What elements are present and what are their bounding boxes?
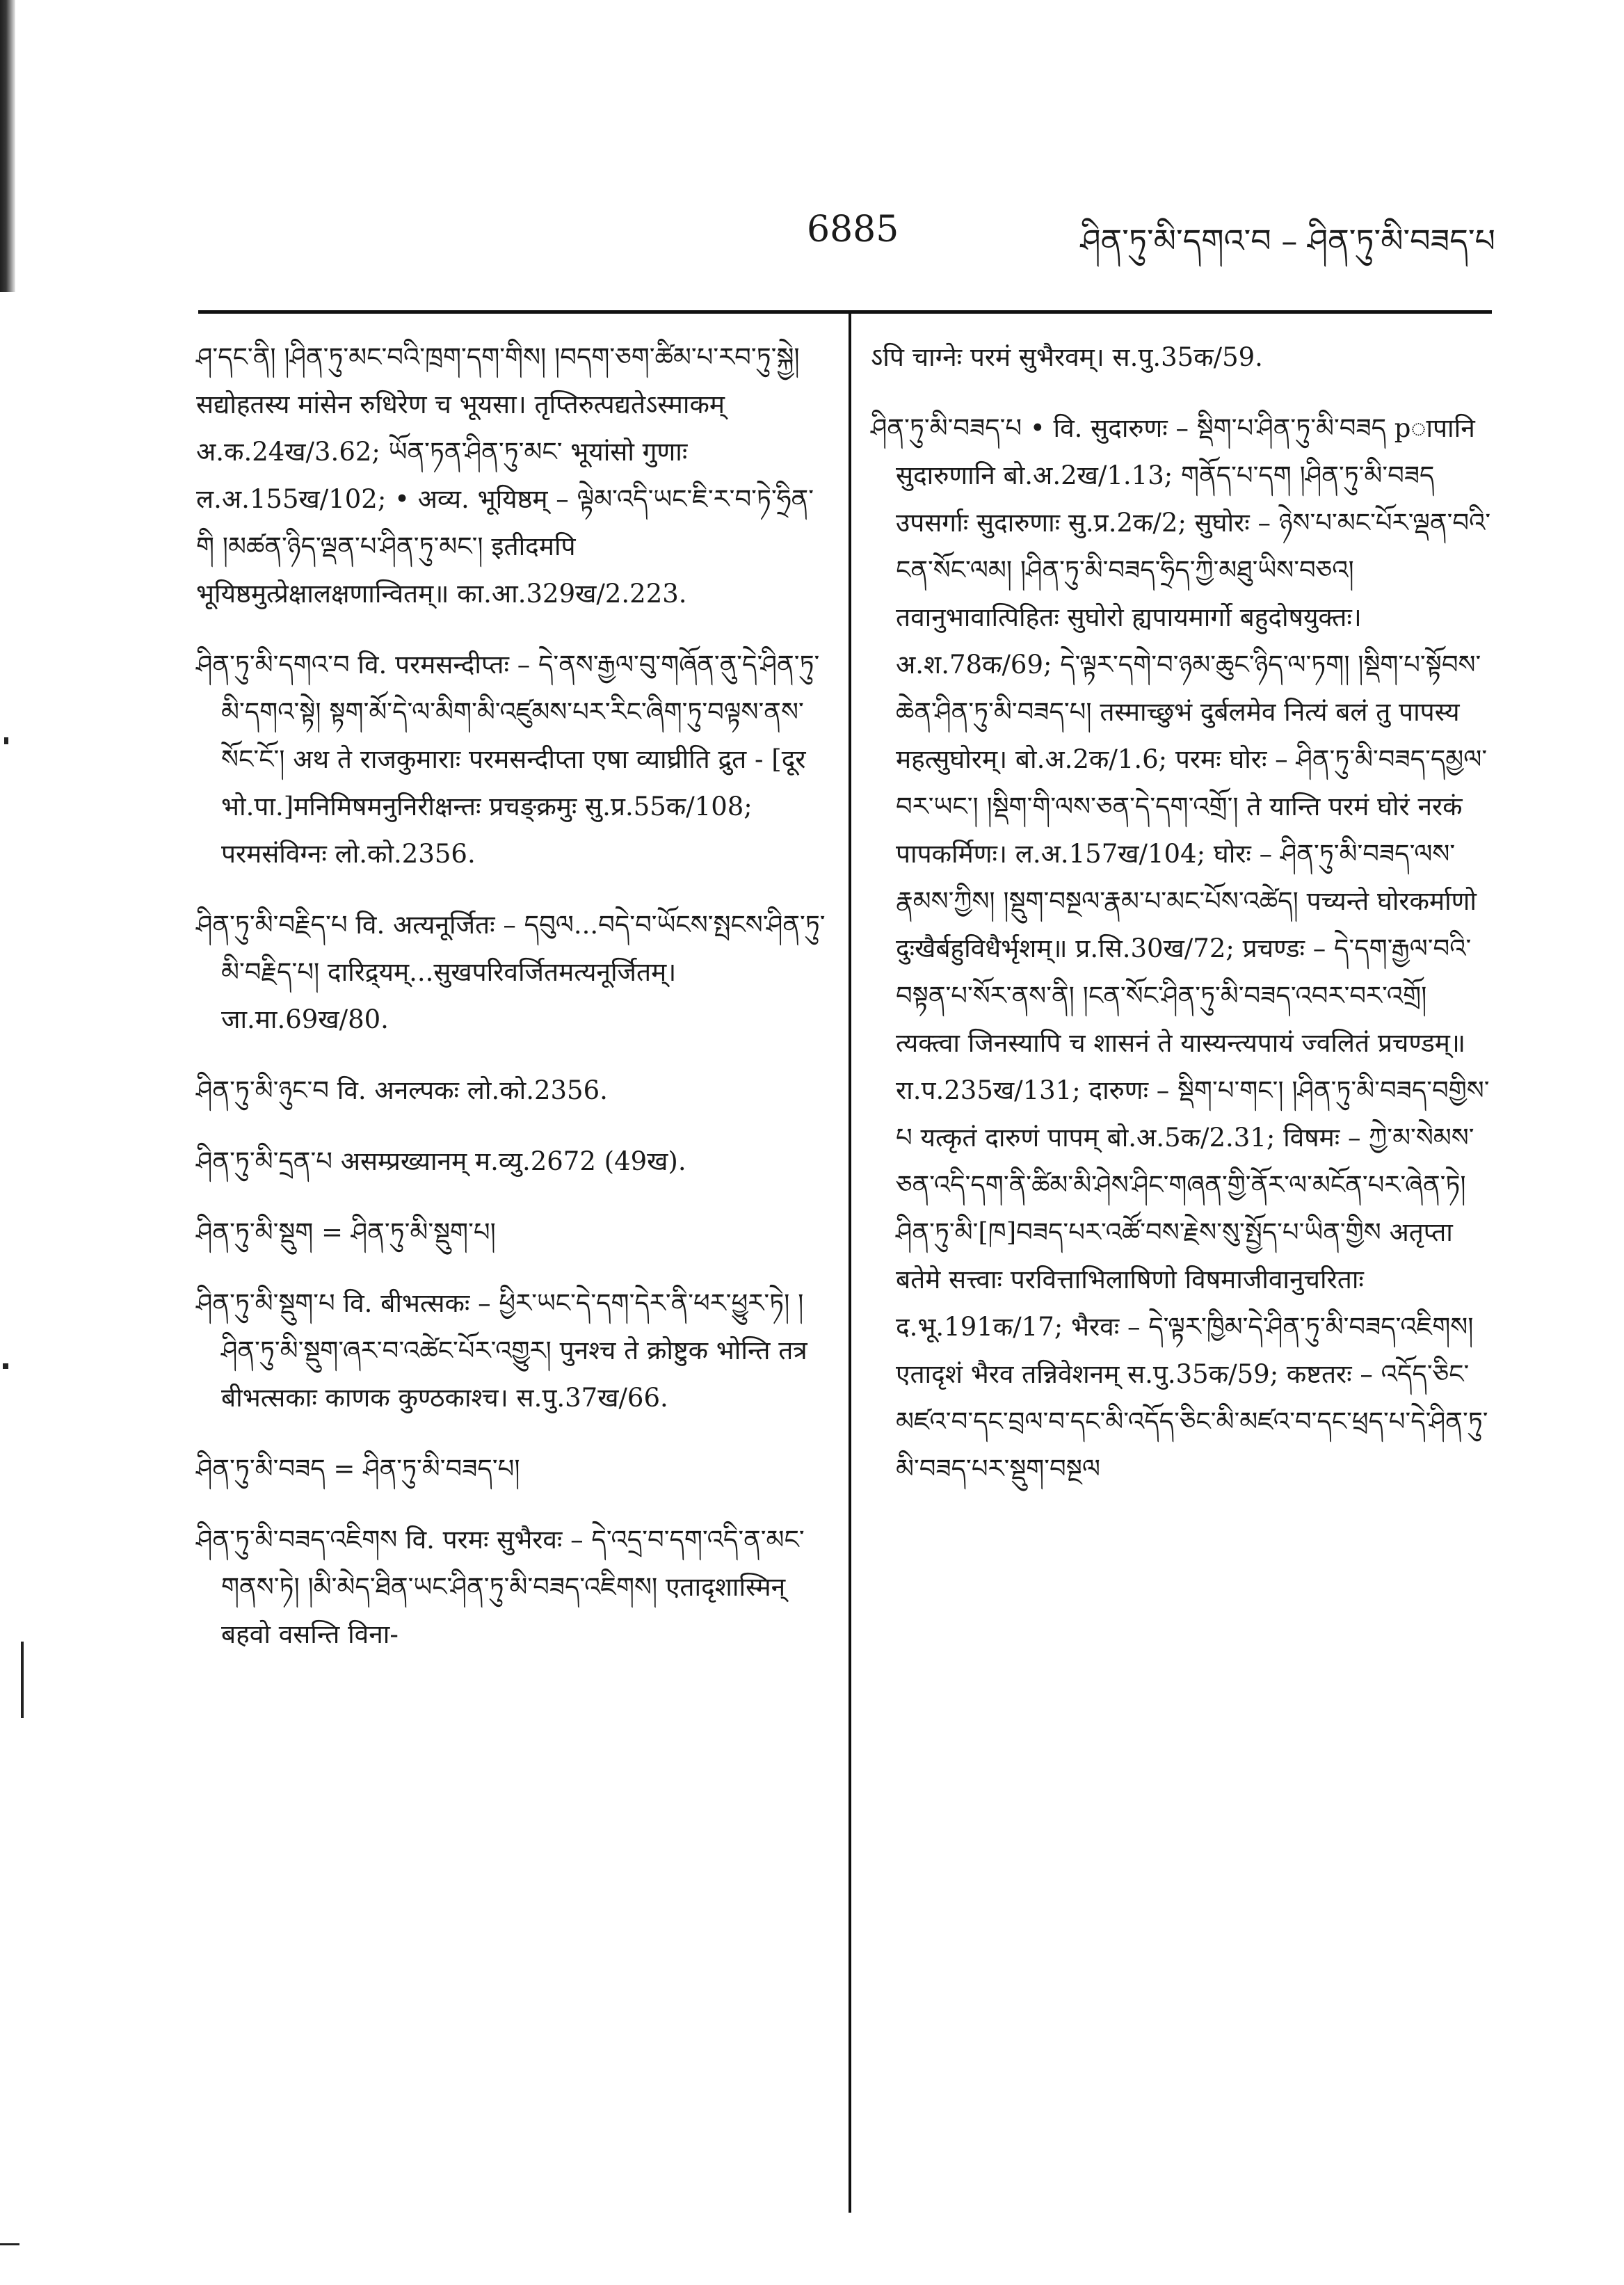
column-divider <box>849 310 851 2213</box>
entry-continuation: ऽपि चाग्नेः परमं सुभैरवम्। स.पु.35क/59. <box>871 342 1263 372</box>
right-column <box>871 334 1493 1516</box>
dictionary-entry: ཤིན་ཏུ་མི་བཟད་པ • वि. सुदारुणः – སྡིག་པ་ཤིན་ཏུ་མི་བཟད pापानि सुदारुणानि बो.अ.2ख/1.13; གནོད་པ་དག །ཤིན་ཏུ་མི་བཟད उपसर्गाः सुदारुणाः सु.प्र.2क/2; सुघोरः – ཉེས་པ་མང་པོར་ལྡན་བའི་ངན་སོང་ལམ། །ཤིན་ཏུ་མི་བཟད་ཧྲིད་ཀྱི་མཐུ་ཡིས་བཅའ། तवानुभावात्पिहितः सुघोरो ह्यपायमार्गो बहुदोषयुक्तः। अ.श.78क/69; དེ་ལྟར་དགེ་བ་ཉམ་ཆུང་ཉིད་ལ་ཏག། །སྡིག་པ་སྟོབས་ཆེན་ཤིན་ཏུ་མི་བཟད་པ། तस्माच्छुभं दुर्बलमेव नित्यं बलं तु पापस्य महत्सुघोरम्। बो.अ.2क/1.6; परमः घोरः – ཤིན་ཏུ་མི་བཟད་དམྱལ་བར་ཡང་། །སྡིག་གི་ལས་ཅན་དེ་དག་འགྲོ་། ते यान्ति परमं घोरं नरकं पापकर्मिणः। ल.अ.157ख/104; घोरः – ཤིན་ཏུ་མི་བཟད་ལས་རྣམས་ཀྱིས། །སྡུག་བསྔལ་རྣམ་པ་མང་པོས་འཚེད། पच्यन्ते घोरकर्माणो दुःखैर्बहुविधैर्भृशम्॥ प्र.सि.30ख/72; प्रचण्डः – དེ་དག་རྒྱལ་བའི་བསྟན་པ་སོར་ནས་ནི། །ངན་སོང་ཤིན་ཏུ་མི་བཟད་འབར་བར་འགྲོ། त्यक्त्वा जिनस्यापि च शासनं ते यास्यन्त्यपायं ज्वलितं प्रचण्डम्॥ रा.प.235ख/131; दारुणः – སྡིག་པ་གང་། །ཤིན་ཏུ་མི་བཟད་བགྱིས་པ यत्कृतं दारुणं पापम् बो.अ.5क/2.31; विषमः – ཀྱེ་མ་སེམས་ཅན་འདི་དག་ནི་ཚིམ་མི་ཤེས་ཤིང་གཞན་གྱི་ནོར་ལ་མངོན་པར་ཞེན་ཏེ། ཤིན་ཏུ་མི་[ཁ]བཟད་པར་འཚོ་བས་རྗེས་སུ་སྤྱོད་པ་ཡིན་གྱིས अतृप्ता बतेमे सत्त्वाः परवित्ताभिलाषिणो विषमाजीवानुचरिताः द.भू.191क/17; भैरवः – དེ་ལྟར་ཁྱིམ་དེ་ཤིན་ཏུ་མི་བཟད་འཇིགས། एतादृशं भैरव तन्निवेशनम् स.पु.35क/59; कष्टतरः – འདོད་ཅིང་མཛའ་བ་དང་བྲལ་བ་དང་མི་འདོད་ཅིང་མི་མཛའ་བ་དང་ཕྲད་པ་དེ་ཤིན་ཏུ་མི་བཟད་པར་སྡུག་བསྔལ <box>871 413 1491 1484</box>
dictionary-entry: ཤིན་ཏུ་མི་བརྗིད་པ वि. अत्यनूर्जितः – དབུལ...བདེ་བ་ཡོངས་སྤངས་ཤིན་ཏུ་མི་བརྗིད་པ། दारिद्र्यम्...सुखपरिवर्जितमत्यनूर्जितम्। जा.मा.69ख/80. <box>196 910 826 1034</box>
dictionary-entry: ཤིན་ཏུ་མི་བཟད = ཤིན་ཏུ་མི་བཟད་པ། <box>196 1454 520 1484</box>
dictionary-entry: ཤིན་ཏུ་མི་དགའ་བ वि. परमसन्दीप्तः – དེ་ནས་རྒྱལ་བུ་གཞོན་ནུ་དེ་ཤིན་ཏུ་མི་དགའ་སྟེ། སྟག་མོ་དེ་ལ་མིག་མི་འཛུམས་པར་རིང་ཞིག་ཏུ་བལྟས་ནས་སོང་ངོ་། अथ ते राजकुमाराः परमसन्दीप्ता एषा व्याघ्रीति द्रुत - [दूर भो.पा.]मनिमिषमनुनिरीक्षन्तः प्रचङ्क्रमुः सु.प्र.55क/108; परमसंविग्नः लो.को.2356. <box>196 650 820 869</box>
edge-mark <box>0 2243 19 2245</box>
dictionary-entry: ཤིན་ཏུ་མི་དྲན་པ असम्प्रख्यानम् म.व्यु.2672 (49ख). <box>196 1146 686 1176</box>
edge-mark <box>4 737 8 744</box>
entry-continuation: ཤ་དང་ནི། །ཤིན་ཏུ་མང་བའི་ཁྲག་དག་གིས། །བདག་ཅག་ཚིམ་པ་རབ་ཏུ་སྐྱེ། सद्योहतस्य मांसेन रुधिरेण च भूयसा। तृप्तिरुत्पद्यतेऽस्माकम् अ.क.24ख/3.62; ཡོན་ཏན་ཤིན་ཏུ་མང་ भूयांसो गुणाः ल.अ.155ख/102; • अव्य. भूयिष्ठम् – ལྟེམ་འདི་ཡང་ཇི་ར་བ་ཏེ་ཧྲིན་གི །མཚན་ཉིད་ལྡན་པ་ཤིན་ཏུ་མང་། इतीदमपि भूयिष्ठमुत्प्रेक्षालक्षणान्वितम्॥ का.आ.329ख/2.223. <box>196 342 814 609</box>
edge-mark <box>21 1642 24 1718</box>
dictionary-entry: ཤིན་ཏུ་མི་སྡུག་པ वि. बीभत्सकः – ཕྱིར་ཡང་དེ་དག་དེར་ནི་ཕར་ཕྱུར་ཏེ། །ཤིན་ཏུ་མི་སྡུག་ཞར་བ་འཚེང་པོར་འགྱུར། पुनश्च ते क्रोष्टुक भोन्ति तत्र बीभत्सकाः काणक कुण्ठकाश्च। स.पु.37ख/66. <box>196 1288 807 1413</box>
edge-mark <box>3 1363 8 1369</box>
dictionary-entry: ཤིན་ཏུ་མི་སྡུག = ཤིན་ཏུ་མི་སྡུག་པ། <box>196 1217 496 1247</box>
left-column <box>196 334 826 1682</box>
running-header-title: ཤིན་ཏུ་མི་དགའ་བ – ཤིན་ཏུ་མི་བཟད་པ <box>1080 222 1495 259</box>
dictionary-entry: ཤིན་ཏུ་མི་བཟད་འཇིགས वि. परमः सुभैरवः – དེ་འདྲ་བ་དག་འདི་ན་མང་གནས་ཏེ། །མི་མེད་ཐིན་ཡང་ཤིན་ཏུ་མི་བཟད་འཇིགས། एतादृशास्मिन् बहवो वसन्ति विना- <box>196 1525 805 1649</box>
header-rule <box>198 310 1492 314</box>
page-number: 6885 <box>807 209 899 250</box>
scan-edge <box>0 0 15 292</box>
dictionary-entry: ཤིན་ཏུ་མི་ཉུང་བ वि. अनल्पकः लो.को.2356. <box>196 1075 608 1105</box>
